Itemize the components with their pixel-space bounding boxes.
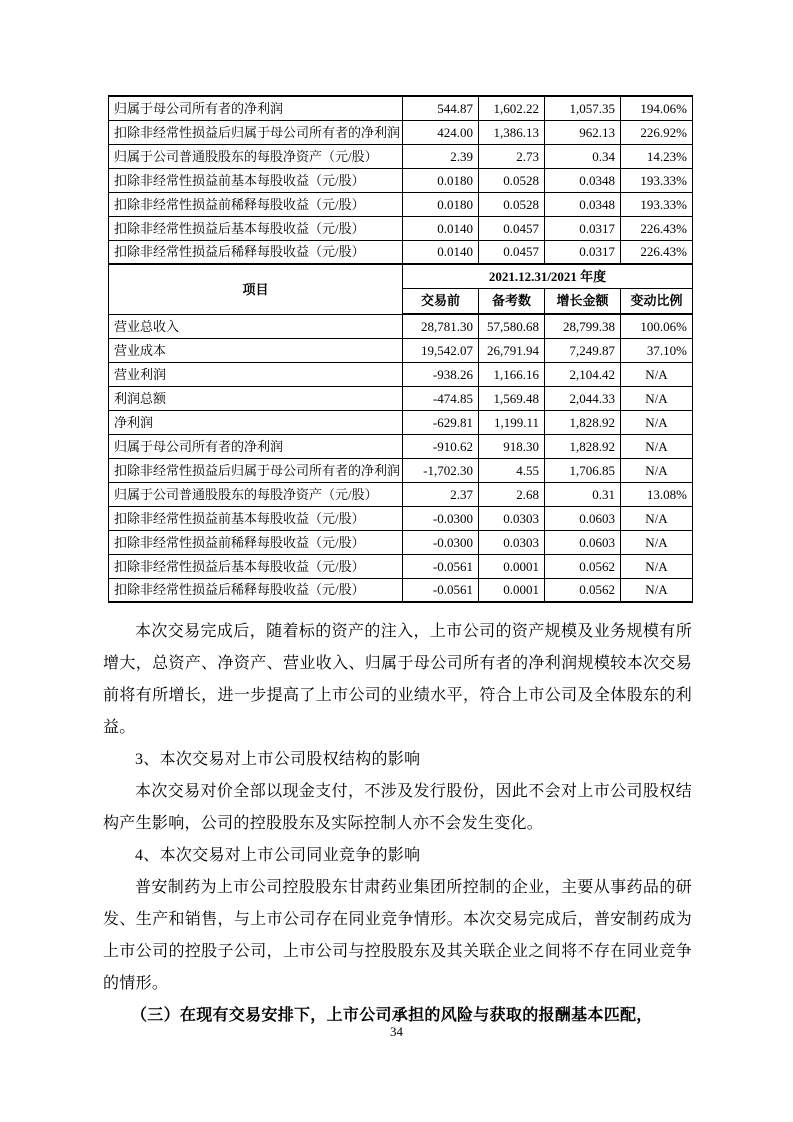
column-header-item: 项目 xyxy=(109,264,403,314)
row-value: 28,781.30 xyxy=(403,314,479,338)
row-value: 2.39 xyxy=(403,144,479,168)
row-label: 扣除非经常性损益前基本每股收益（元/股） xyxy=(109,168,403,192)
row-value: 1,057.35 xyxy=(545,96,621,120)
row-value: 2,044.33 xyxy=(545,386,621,410)
heading-risk-reward-match: （三）在现有交易安排下，上市公司承担的风险与获取的报酬基本匹配， xyxy=(131,1007,653,1024)
row-value: 0.0180 xyxy=(403,168,479,192)
row-value: 1,602.22 xyxy=(479,96,545,120)
table-row xyxy=(109,192,693,216)
table-row xyxy=(109,240,693,264)
row-value: 0.0528 xyxy=(479,168,545,192)
row-value: 0.0317 xyxy=(545,240,621,264)
paragraph-competition: 普安制药为上市公司控股股东甘肃药业集团所控制的企业，主要从事药品的研发、生产和销售，与上市公司存在同业竞争情形。本次交易完成后，普安制药成为上市公司的控股子公司，上市公司与控股股东及其关联企业之间将不存在同业竞争的情形。 xyxy=(103,879,692,992)
row-value: 0.0317 xyxy=(545,216,621,240)
body-text-block xyxy=(103,616,692,1032)
financial-comparison-table xyxy=(108,95,693,603)
row-value: 0.0001 xyxy=(479,578,545,602)
column-header-period: 2021.12.31/2021 年度 xyxy=(403,264,693,288)
row-value: 7,249.87 xyxy=(545,338,621,362)
column-header-change-ratio: 变动比例 xyxy=(621,288,693,314)
row-label: 净利润 xyxy=(109,410,403,434)
table-row xyxy=(109,96,693,120)
row-label: 扣除非经常性损益前稀释每股收益（元/股） xyxy=(109,530,403,554)
paragraph-transaction-effect: 本次交易完成后，随着标的资产的注入，上市公司的资产规模及业务规模有所增大，总资产、净资产、营业收入、归属于母公司所有者的净利润规模较本次交易前将有所增长，进一步提高了上市公司的业绩水平，符合上市公司及全体股东的利益。 xyxy=(103,623,692,736)
row-label: 扣除非经常性损益后归属于母公司所有者的净利润 xyxy=(109,120,403,144)
row-value: 100.06% xyxy=(621,314,693,338)
row-value: 57,580.68 xyxy=(479,314,545,338)
row-label: 扣除非经常性损益后基本每股收益（元/股） xyxy=(109,216,403,240)
row-value: 193.33% xyxy=(621,168,693,192)
row-value: 0.0528 xyxy=(479,192,545,216)
row-value: 0.0603 xyxy=(545,530,621,554)
table-row xyxy=(109,216,693,240)
row-value: N/A xyxy=(621,362,693,386)
column-header-pre-transaction: 交易前 xyxy=(403,288,479,314)
row-value: 1,828.92 xyxy=(545,434,621,458)
row-label: 归属于公司普通股股东的每股净资产（元/股） xyxy=(109,482,403,506)
row-value: N/A xyxy=(621,554,693,578)
row-value: 193.33% xyxy=(621,192,693,216)
row-value: 1,386.13 xyxy=(479,120,545,144)
row-value: N/A xyxy=(621,410,693,434)
proforma-table-body xyxy=(109,314,693,602)
row-value: 0.0140 xyxy=(403,216,479,240)
table-row xyxy=(109,120,693,144)
row-value: 0.0562 xyxy=(545,578,621,602)
row-value: -0.0300 xyxy=(403,506,479,530)
row-value: 0.31 xyxy=(545,482,621,506)
row-value: 1,569.48 xyxy=(479,386,545,410)
row-value: 0.34 xyxy=(545,144,621,168)
row-value: 962.13 xyxy=(545,120,621,144)
row-label: 营业成本 xyxy=(109,338,403,362)
row-label: 利润总额 xyxy=(109,386,403,410)
row-value: -629.81 xyxy=(403,410,479,434)
row-value: 0.0562 xyxy=(545,554,621,578)
row-value: -0.0300 xyxy=(403,530,479,554)
row-value: 13.08% xyxy=(621,482,693,506)
row-value: 28,799.38 xyxy=(545,314,621,338)
row-label: 归属于母公司所有者的净利润 xyxy=(109,96,403,120)
row-value: 0.0140 xyxy=(403,240,479,264)
table-row xyxy=(109,314,693,338)
row-label: 扣除非经常性损益后稀释每股收益（元/股） xyxy=(109,240,403,264)
table-row xyxy=(109,386,693,410)
row-value: N/A xyxy=(621,530,693,554)
table-row xyxy=(109,530,693,554)
row-value: 0.0457 xyxy=(479,240,545,264)
row-value: 0.0348 xyxy=(545,168,621,192)
proforma-table-header xyxy=(109,264,693,314)
row-value: 226.43% xyxy=(621,240,693,264)
row-value: 2.68 xyxy=(479,482,545,506)
row-label: 扣除非经常性损益后稀释每股收益（元/股） xyxy=(109,578,403,602)
table-row xyxy=(109,554,693,578)
row-value: 226.43% xyxy=(621,216,693,240)
row-value: N/A xyxy=(621,434,693,458)
table-header-row xyxy=(109,264,693,288)
row-label: 扣除非经常性损益后基本每股收益（元/股） xyxy=(109,554,403,578)
row-value: 4.55 xyxy=(479,458,545,482)
row-value: N/A xyxy=(621,386,693,410)
row-value: 0.0001 xyxy=(479,554,545,578)
table-row xyxy=(109,144,693,168)
row-value: 19,542.07 xyxy=(403,338,479,362)
table-row xyxy=(109,458,693,482)
row-value: 0.0603 xyxy=(545,506,621,530)
row-label: 扣除非经常性损益后归属于母公司所有者的净利润 xyxy=(109,458,403,482)
row-value: -0.0561 xyxy=(403,578,479,602)
row-label: 归属于母公司所有者的净利润 xyxy=(109,434,403,458)
row-value: -938.26 xyxy=(403,362,479,386)
table-row xyxy=(109,338,693,362)
table-row xyxy=(109,506,693,530)
row-value: -0.0561 xyxy=(403,554,479,578)
row-value: 0.0180 xyxy=(403,192,479,216)
row-value: -1,702.30 xyxy=(403,458,479,482)
row-label: 营业利润 xyxy=(109,362,403,386)
row-value: 1,166.16 xyxy=(479,362,545,386)
table-row xyxy=(109,578,693,602)
row-value: 37.10% xyxy=(621,338,693,362)
column-header-growth-amount: 增长金额 xyxy=(545,288,621,314)
row-value: 0.0457 xyxy=(479,216,545,240)
row-value: 0.0303 xyxy=(479,530,545,554)
row-value: 1,199.11 xyxy=(479,410,545,434)
row-value: -910.62 xyxy=(403,434,479,458)
paragraph-equity-structure: 本次交易对价全部以现金支付，不涉及发行股份，因此不会对上市公司股权结构产生影响，公司的控股股东及实际控制人亦不会发生变化。 xyxy=(103,783,692,832)
row-value: 0.0303 xyxy=(479,506,545,530)
row-value: 226.92% xyxy=(621,120,693,144)
row-value: 26,791.94 xyxy=(479,338,545,362)
row-value: 2.73 xyxy=(479,144,545,168)
table-row xyxy=(109,434,693,458)
row-value: 1,706.85 xyxy=(545,458,621,482)
row-value: 2,104.42 xyxy=(545,362,621,386)
table-row xyxy=(109,410,693,434)
row-value: 0.0348 xyxy=(545,192,621,216)
row-value: 918.30 xyxy=(479,434,545,458)
row-value: 544.87 xyxy=(403,96,479,120)
row-value: N/A xyxy=(621,506,693,530)
prior-period-table-body xyxy=(109,96,693,264)
row-value: 2.37 xyxy=(403,482,479,506)
column-header-proforma: 备考数 xyxy=(479,288,545,314)
row-label: 营业总收入 xyxy=(109,314,403,338)
row-value: 1,828.92 xyxy=(545,410,621,434)
table-row xyxy=(109,362,693,386)
page-number: 34 xyxy=(390,1024,403,1039)
row-value: -474.85 xyxy=(403,386,479,410)
row-value: 14.23% xyxy=(621,144,693,168)
row-label: 归属于公司普通股股东的每股净资产（元/股） xyxy=(109,144,403,168)
row-value: 194.06% xyxy=(621,96,693,120)
row-label: 扣除非经常性损益前稀释每股收益（元/股） xyxy=(109,192,403,216)
row-value: 424.00 xyxy=(403,120,479,144)
heading-equity-structure: 3、本次交易对上市公司股权结构的影响 xyxy=(135,751,421,768)
table-row xyxy=(109,482,693,506)
row-label: 扣除非经常性损益前基本每股收益（元/股） xyxy=(109,506,403,530)
heading-competition: 4、本次交易对上市公司同业竞争的影响 xyxy=(135,847,421,864)
table-row xyxy=(109,168,693,192)
row-value: N/A xyxy=(621,578,693,602)
row-value: N/A xyxy=(621,458,693,482)
